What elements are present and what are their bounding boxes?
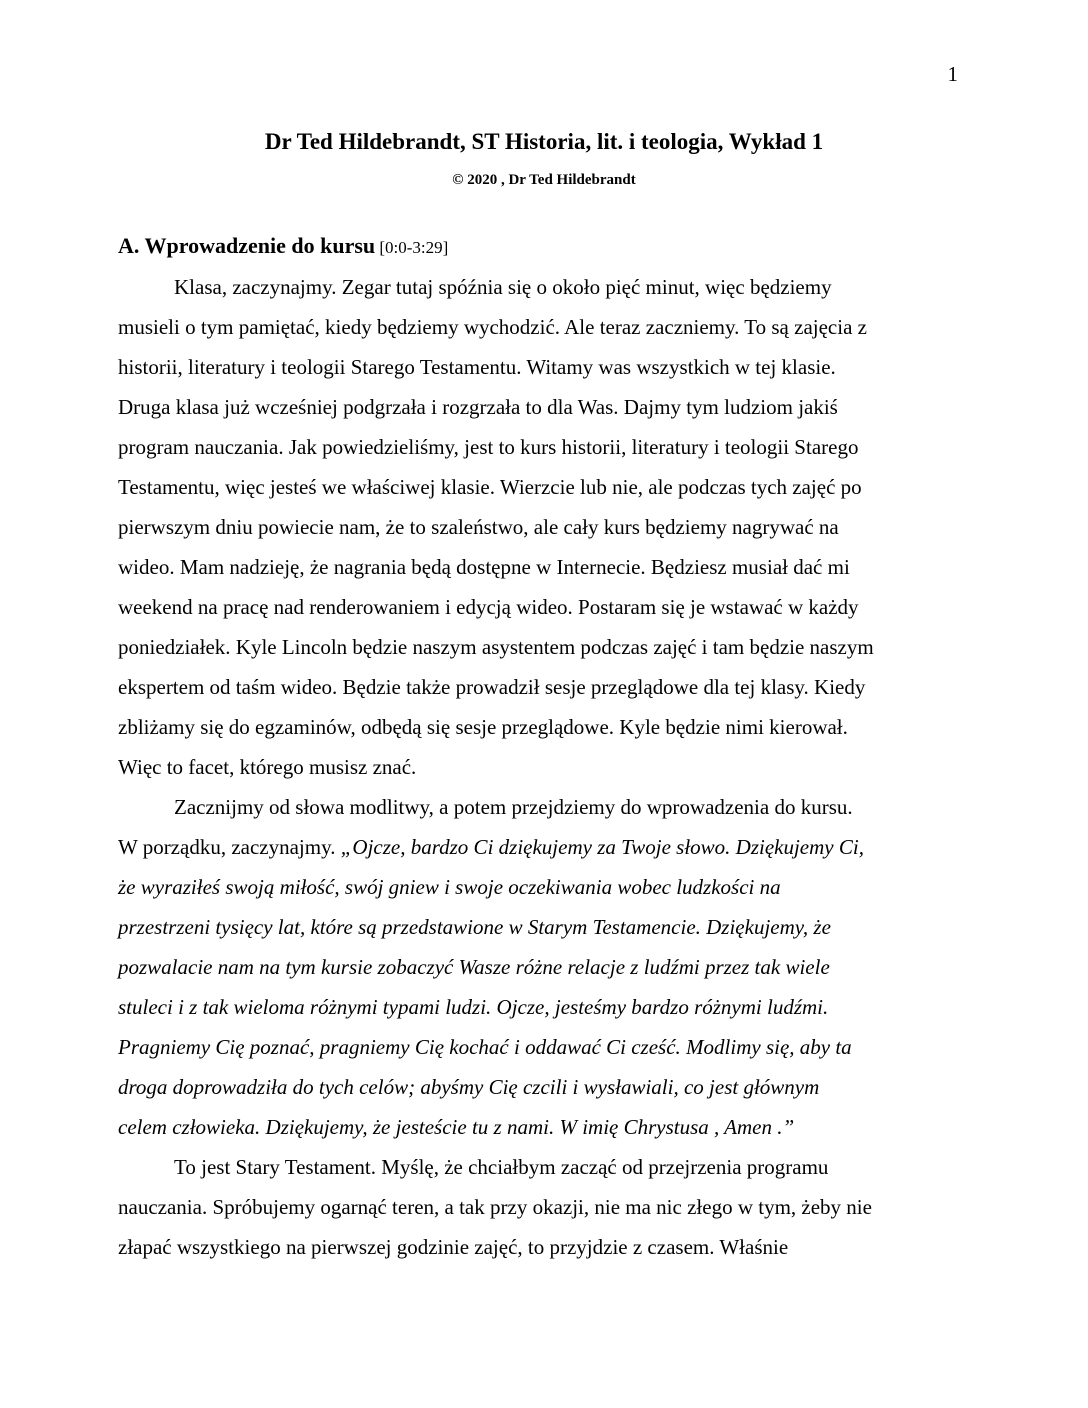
text-line (118, 827, 970, 867)
text-line (118, 1227, 970, 1267)
line-text: Zacznijmy od słowa modlitwy, a potem przejdziemy do wprowadzenia do kursu. (174, 795, 853, 819)
text-line (118, 507, 970, 547)
text-line (118, 307, 970, 347)
body-text (118, 267, 970, 1267)
text-line (118, 867, 970, 907)
line-text: program nauczania. Jak powiedzieliśmy, jest to kurs historii, literatury i teologii Starego (118, 435, 859, 459)
document-title: Dr Ted Hildebrandt, ST Historia, lit. i teologia, Wykład 1 (264, 129, 824, 154)
line-text: Klasa, zaczynajmy. Zegar tutaj spóźnia się o około pięć minut, więc będziemy (174, 275, 832, 299)
line-text: ekspertem od taśm wideo. Będzie także prowadził sesje przeglądowe dla tej klasy. Kiedy (118, 675, 866, 699)
section-timecode: [0:0-3:29] (375, 238, 449, 257)
text-line (118, 747, 970, 787)
prayer-text-italic: droga doprowadziła do tych celów; abyśmy Cię czcili i wysławiali, co jest głównym (118, 1075, 820, 1099)
line-text: Druga klasa już wcześniej podgrzała i rozgrzała to dla Was. Dajmy tym ludziom jakiś (118, 395, 838, 419)
prayer-text-italic: „Ojcze, bardzo Ci dziękujemy za Twoje słowo. Dziękujemy Ci, (340, 835, 864, 859)
text-line (118, 907, 970, 947)
section-heading (118, 233, 448, 261)
page-number: 1 (947, 62, 958, 86)
prayer-text-italic: Pragniemy Cię poznać, pragniemy Cię kochać i oddawać Ci cześć. Modlimy się, aby ta (118, 1035, 852, 1059)
line-text: wideo. Mam nadzieję, że nagrania będą dostępne w Internecie. Będziesz musiał dać mi (118, 555, 850, 579)
text-line (118, 267, 970, 307)
text-line (118, 547, 970, 587)
line-text: W porządku, zaczynajmy. (118, 835, 341, 859)
text-line (118, 587, 970, 627)
copyright-line: © 2020 , Dr Ted Hildebrandt (452, 172, 636, 188)
prayer-text-italic: pozwalacie nam na tym kursie zobaczyć Wasze różne relacje z ludźmi przez tak wiele (118, 955, 830, 979)
text-line (118, 987, 970, 1027)
text-line (118, 347, 970, 387)
line-text: pierwszym dniu powiecie nam, że to szaleństwo, ale cały kurs będziemy nagrywać na (118, 515, 839, 539)
line-text: Więc to facet, którego musisz znać. (118, 755, 417, 779)
line-text: zbliżamy się do egzaminów, odbędą się sesje przeglądowe. Kyle będzie nimi kierował. (118, 715, 848, 739)
prayer-text-italic: celem człowieka. Dziękujemy, że jesteście tu z nami. W imię Chrystusa , Amen .” (118, 1115, 795, 1139)
line-text: To jest Stary Testament. Myślę, że chciałbym zacząć od przejrzenia programu (174, 1155, 829, 1179)
prayer-text-italic: że wyraziłeś swoją miłość, swój gniew i swoje oczekiwania wobec ludzkości na (118, 875, 781, 899)
text-line (118, 1027, 970, 1067)
prayer-text-italic: stuleci i z tak wieloma różnymi typami ludzi. Ojcze, jesteśmy bardzo różnymi ludźmi. (118, 995, 829, 1019)
line-text: złapać wszystkiego na pierwszej godzinie zajęć, to przyjdzie z czasem. Właśnie (118, 1235, 789, 1259)
text-line (118, 1147, 970, 1187)
text-line (118, 467, 970, 507)
text-line (118, 1067, 970, 1107)
section-heading-text: A. Wprowadzenie do kursu (118, 233, 376, 258)
text-line (118, 1107, 970, 1147)
text-line (118, 387, 970, 427)
text-line (118, 947, 970, 987)
line-text: nauczania. Spróbujemy ogarnąć teren, a tak przy okazji, nie ma nic złego w tym, żeby nie (118, 1195, 872, 1219)
prayer-text-italic: przestrzeni tysięcy lat, które są przedstawione w Starym Testamencie. Dziękujemy, że (118, 915, 831, 939)
text-line (118, 627, 970, 667)
line-text: musieli o tym pamiętać, kiedy będziemy wychodzić. Ale teraz zaczniemy. To są zajęcia z (118, 315, 867, 339)
line-text: poniedziałek. Kyle Lincoln będzie naszym asystentem podczas zajęć i tam będzie naszym (118, 635, 874, 659)
text-line (118, 787, 970, 827)
text-line (118, 707, 970, 747)
text-line (118, 427, 970, 467)
text-line (118, 1187, 970, 1227)
line-text: weekend na pracę nad renderowaniem i edycją wideo. Postaram się je wstawać w każdy (118, 595, 859, 619)
line-text: Testamentu, więc jesteś we właściwej klasie. Wierzcie lub nie, ale podczas tych zajęć po (118, 475, 862, 499)
line-text: historii, literatury i teologii Starego Testamentu. Witamy was wszystkich w tej klasie. (118, 355, 836, 379)
text-line (118, 667, 970, 707)
